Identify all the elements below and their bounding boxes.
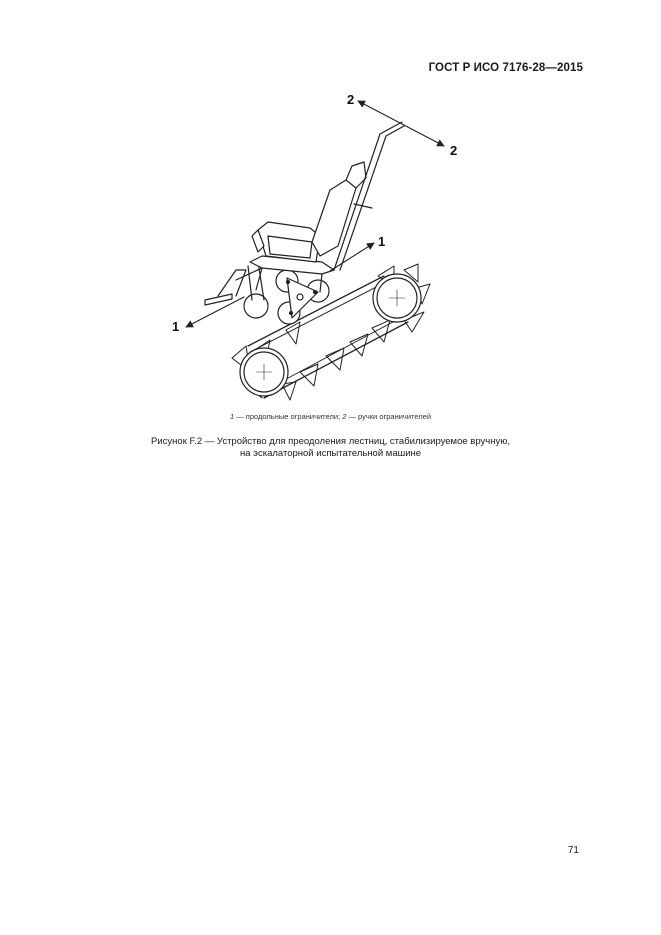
- callout-label-2-top: 2: [347, 92, 355, 107]
- track-belt: [240, 274, 421, 398]
- figure-caption: [0, 436, 661, 460]
- figure-legend: [0, 412, 661, 421]
- callout-label-1-right: 1: [378, 234, 386, 249]
- figure-stair-climber: [160, 86, 480, 404]
- legend-item-2-number: 2: [342, 412, 347, 421]
- legend-item-1-text: — продольные ограничители;: [234, 412, 343, 421]
- callout-label-2-right: 2: [450, 143, 458, 158]
- backrest: [312, 162, 372, 256]
- star-wheel-cluster: [244, 270, 329, 324]
- legend-item-1-number: 1: [229, 412, 235, 421]
- stair-climber-drawing: [160, 86, 480, 404]
- caption-line-2: на эскалаторной испытательной машине: [239, 448, 422, 459]
- page-number: 71: [567, 845, 579, 856]
- callout-label-1-left: 1: [172, 319, 180, 334]
- caption-line-1: Рисунок F.2 — Устройство для преодоления лестниц, стабилизируемое вручную,: [151, 436, 510, 447]
- legend-item-2-text: — ручки ограничителей: [346, 412, 432, 421]
- standard-header: ГОСТ Р ИСО 7176-28—2015: [428, 62, 583, 74]
